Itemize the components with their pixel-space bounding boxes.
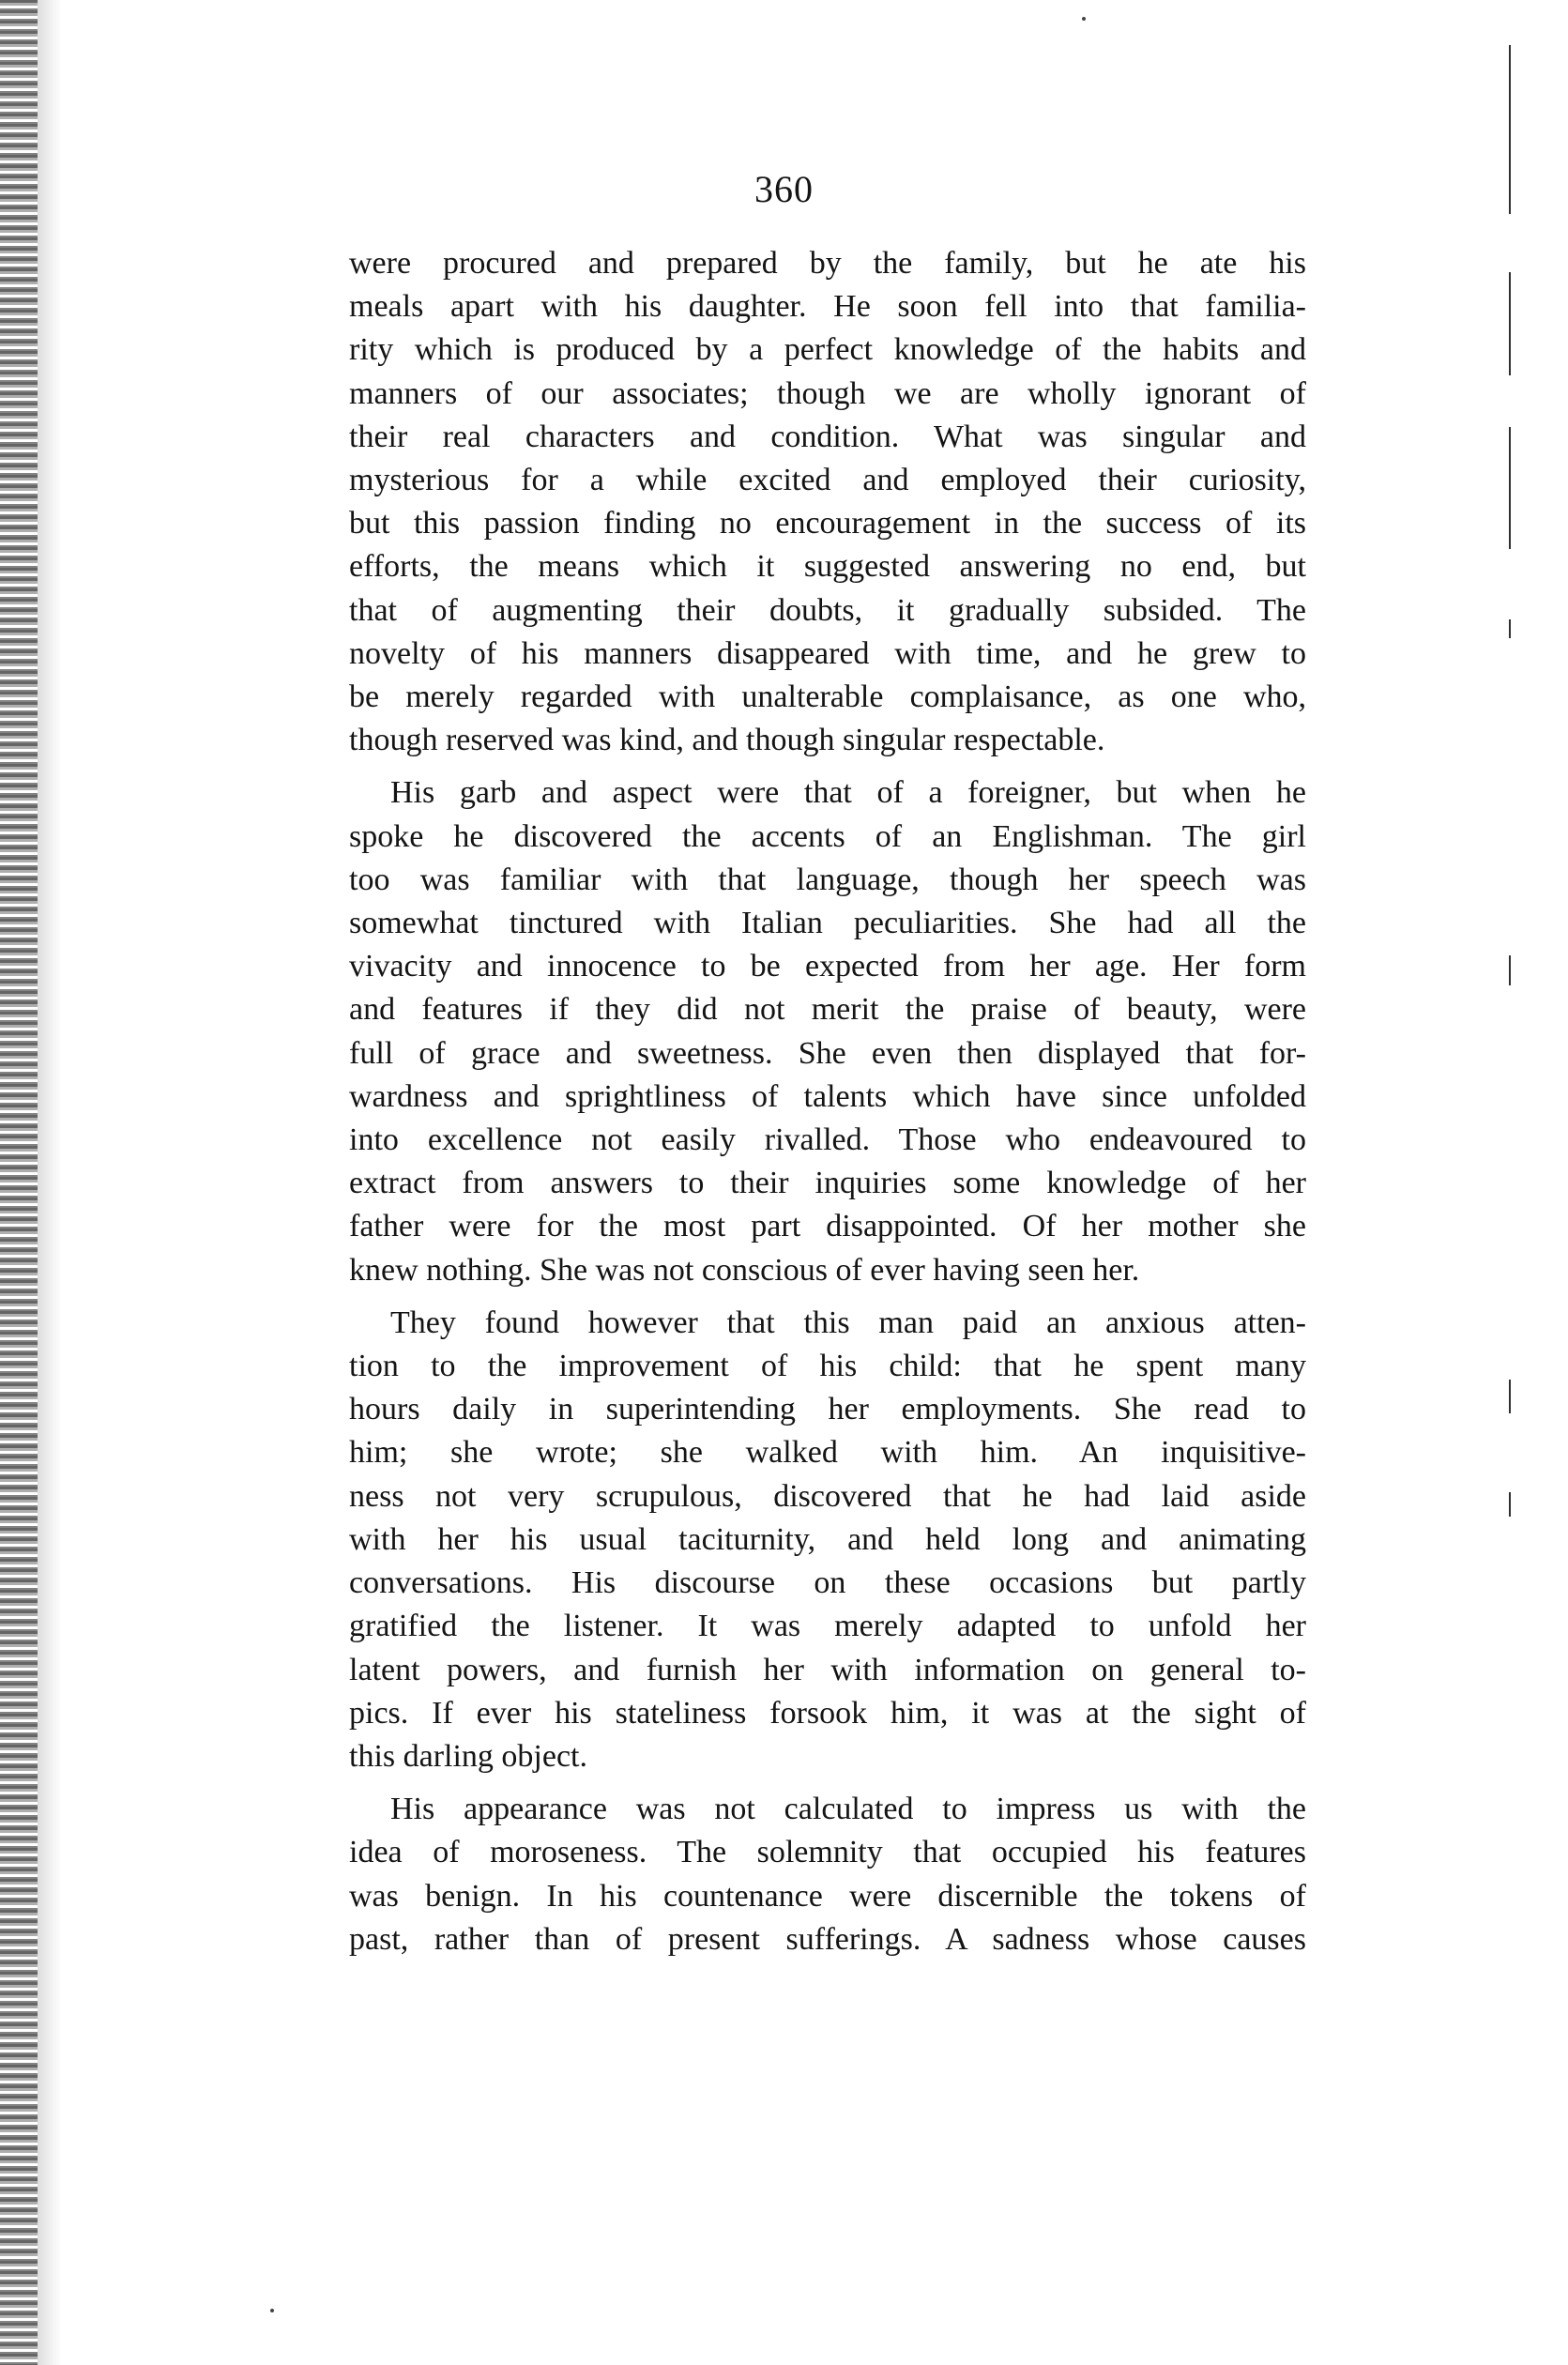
ink-speck bbox=[1082, 17, 1086, 21]
text-line: this darling object. bbox=[349, 1738, 588, 1774]
text-line: conversations. His discourse on these occasions but partly bbox=[349, 1565, 1306, 1601]
binding-edge bbox=[0, 0, 38, 2365]
text-line: wardness and sprightliness of talents which have since unfolded bbox=[349, 1078, 1306, 1114]
ink-speck bbox=[270, 2309, 274, 2312]
text-line: His garb and aspect were that of a foreigner, but when he bbox=[390, 775, 1306, 811]
text-line: efforts, the means which it suggested answering no end, but bbox=[349, 549, 1306, 585]
text-line: pics. If ever his stateliness forsook him, it was at the sight of bbox=[349, 1695, 1306, 1731]
page-edge-mark bbox=[1509, 1492, 1511, 1517]
paragraph bbox=[349, 771, 1306, 1291]
text-line: that of augmenting their doubts, it gradually subsided. The bbox=[349, 592, 1306, 628]
text-line: was benign. In his countenance were discernible the tokens of bbox=[349, 1878, 1306, 1914]
text-line: and features if they did not merit the praise of beauty, were bbox=[349, 992, 1306, 1028]
paragraph bbox=[349, 1788, 1306, 1961]
text-line: mysterious for a while excited and employed their curiosity, bbox=[349, 463, 1306, 498]
page-edge-mark bbox=[1509, 1380, 1511, 1413]
text-line: but this passion finding no encouragement in the success of its bbox=[349, 506, 1306, 542]
text-line: father were for the most part disappointed. Of her mother she bbox=[349, 1209, 1306, 1244]
text-line: him; she wrote; she walked with him. An inquisitive- bbox=[349, 1435, 1306, 1471]
page-edge-mark bbox=[1509, 272, 1511, 375]
text-line: past, rather than of present sufferings. A sadness whose causes bbox=[349, 1921, 1306, 1957]
text-line: They found however that this man paid an anxious atten- bbox=[390, 1305, 1306, 1340]
text-line: somewhat tinctured with Italian peculiarities. She had all the bbox=[349, 906, 1306, 941]
text-line: gratified the listener. It was merely adapted to unfold her bbox=[349, 1609, 1306, 1644]
paragraph bbox=[349, 242, 1306, 762]
page-number: 360 bbox=[754, 168, 814, 210]
text-line: spoke he discovered the accents of an Englishman. The girl bbox=[349, 818, 1306, 854]
text-line: manners of our associates; though we are wholly ignorant of bbox=[349, 375, 1306, 411]
text-line: latent powers, and furnish her with information on general to- bbox=[349, 1652, 1306, 1687]
text-line: full of grace and sweetness. She even then displayed that for- bbox=[349, 1035, 1306, 1071]
text-line: into excellence not easily rivalled. Those who endeavoured to bbox=[349, 1122, 1306, 1158]
text-line: with her his usual taciturnity, and held long and animating bbox=[349, 1521, 1306, 1557]
page-edge-mark bbox=[1509, 427, 1511, 549]
text-line: though reserved was kind, and though singular respectable. bbox=[349, 723, 1105, 758]
text-line: extract from answers to their inquiries some knowledge of her bbox=[349, 1166, 1306, 1201]
text-line: be merely regarded with unalterable complaisance, as one who, bbox=[349, 679, 1306, 715]
text-line: vivacity and innocence to be expected from her age. Her form bbox=[349, 949, 1306, 984]
page-edge-mark bbox=[1509, 955, 1511, 985]
text-line: rity which is produced by a perfect knowledge of the habits and bbox=[349, 332, 1306, 368]
text-line: His appearance was not calculated to impress us with the bbox=[390, 1792, 1306, 1827]
text-line: ness not very scrupulous, discovered that he had laid aside bbox=[349, 1478, 1306, 1514]
text-line: too was familiar with that language, though her speech was bbox=[349, 862, 1306, 897]
text-line: idea of moroseness. The solemnity that occupied his features bbox=[349, 1835, 1306, 1870]
text-line: hours daily in superintending her employments. She read to bbox=[349, 1392, 1306, 1427]
text-line: were procured and prepared by the family, but he ate his bbox=[349, 246, 1306, 281]
text-line: meals apart with his daughter. He soon fell into that familia- bbox=[349, 289, 1306, 325]
paragraph bbox=[349, 1302, 1306, 1778]
text-line: novelty of his manners disappeared with time, and he grew to bbox=[349, 635, 1306, 671]
text-line: their real characters and condition. What was singular and bbox=[349, 419, 1306, 454]
text-line: tion to the improvement of his child: that he spent many bbox=[349, 1349, 1306, 1384]
text-line: knew nothing. She was not conscious of ever having seen her. bbox=[349, 1252, 1140, 1288]
body-text bbox=[349, 242, 1306, 1961]
page-edge-mark bbox=[1509, 619, 1511, 638]
